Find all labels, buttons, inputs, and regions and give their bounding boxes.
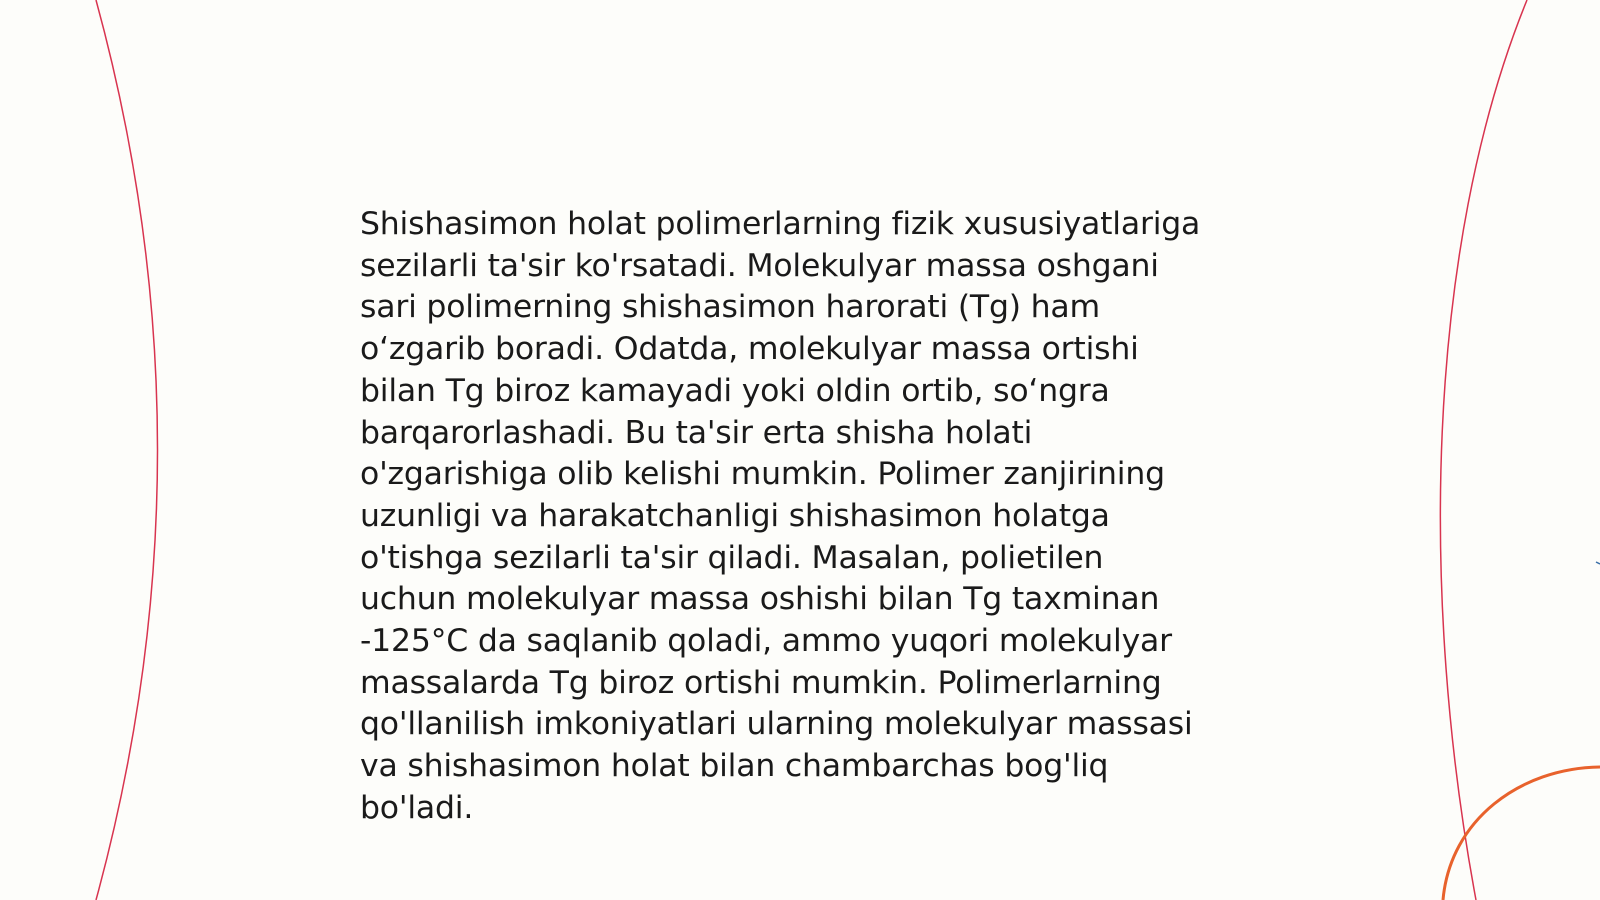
right-curve-line [1440, 0, 1527, 900]
paragraph-line: -125°C da saqlanib qoladi, ammo yuqori molekulyar [360, 623, 1172, 660]
paragraph-line: qo'llanilish imkoniyatlari ularning molekulyar massasi [360, 706, 1193, 743]
paragraph-line: o'tishga sezilarli ta'sir qiladi. Masalan, polietilen [360, 539, 1104, 576]
paragraph-line: sari polimerning shishasimon harorati (Tg) ham [360, 289, 1101, 326]
right-edge-tick [1596, 562, 1600, 564]
paragraph-line: o‘zgarib boradi. Odatda, molekulyar massa ortishi [360, 331, 1139, 368]
body-paragraph [360, 204, 1260, 830]
orange-arc [1443, 767, 1600, 900]
paragraph-line: o'zgarishiga olib kelishi mumkin. Polimer zanjirining [360, 456, 1165, 493]
paragraph-line: barqarorlashadi. Bu ta'sir erta shisha holati [360, 414, 1033, 451]
left-curve-line [96, 0, 158, 900]
paragraph-line: massalarda Tg biroz ortishi mumkin. Polimerlarning [360, 664, 1162, 701]
paragraph-line: uzunligi va harakatchanligi shishasimon holatga [360, 497, 1110, 534]
paragraph-line: sezilarli ta'sir ko'rsatadi. Molekulyar massa oshgani [360, 247, 1159, 284]
paragraph-line: uchun molekulyar massa oshishi bilan Tg taxminan [360, 581, 1160, 618]
paragraph-line: va shishasimon holat bilan chambarchas bog'liq [360, 748, 1109, 785]
paragraph-line: Shishasimon holat polimerlarning fizik xususiyatlariga [360, 206, 1201, 242]
paragraph-line: bilan Tg biroz kamayadi yoki oldin ortib, so‘ngra [360, 372, 1110, 409]
paragraph-line: bo'ladi. [360, 789, 474, 826]
